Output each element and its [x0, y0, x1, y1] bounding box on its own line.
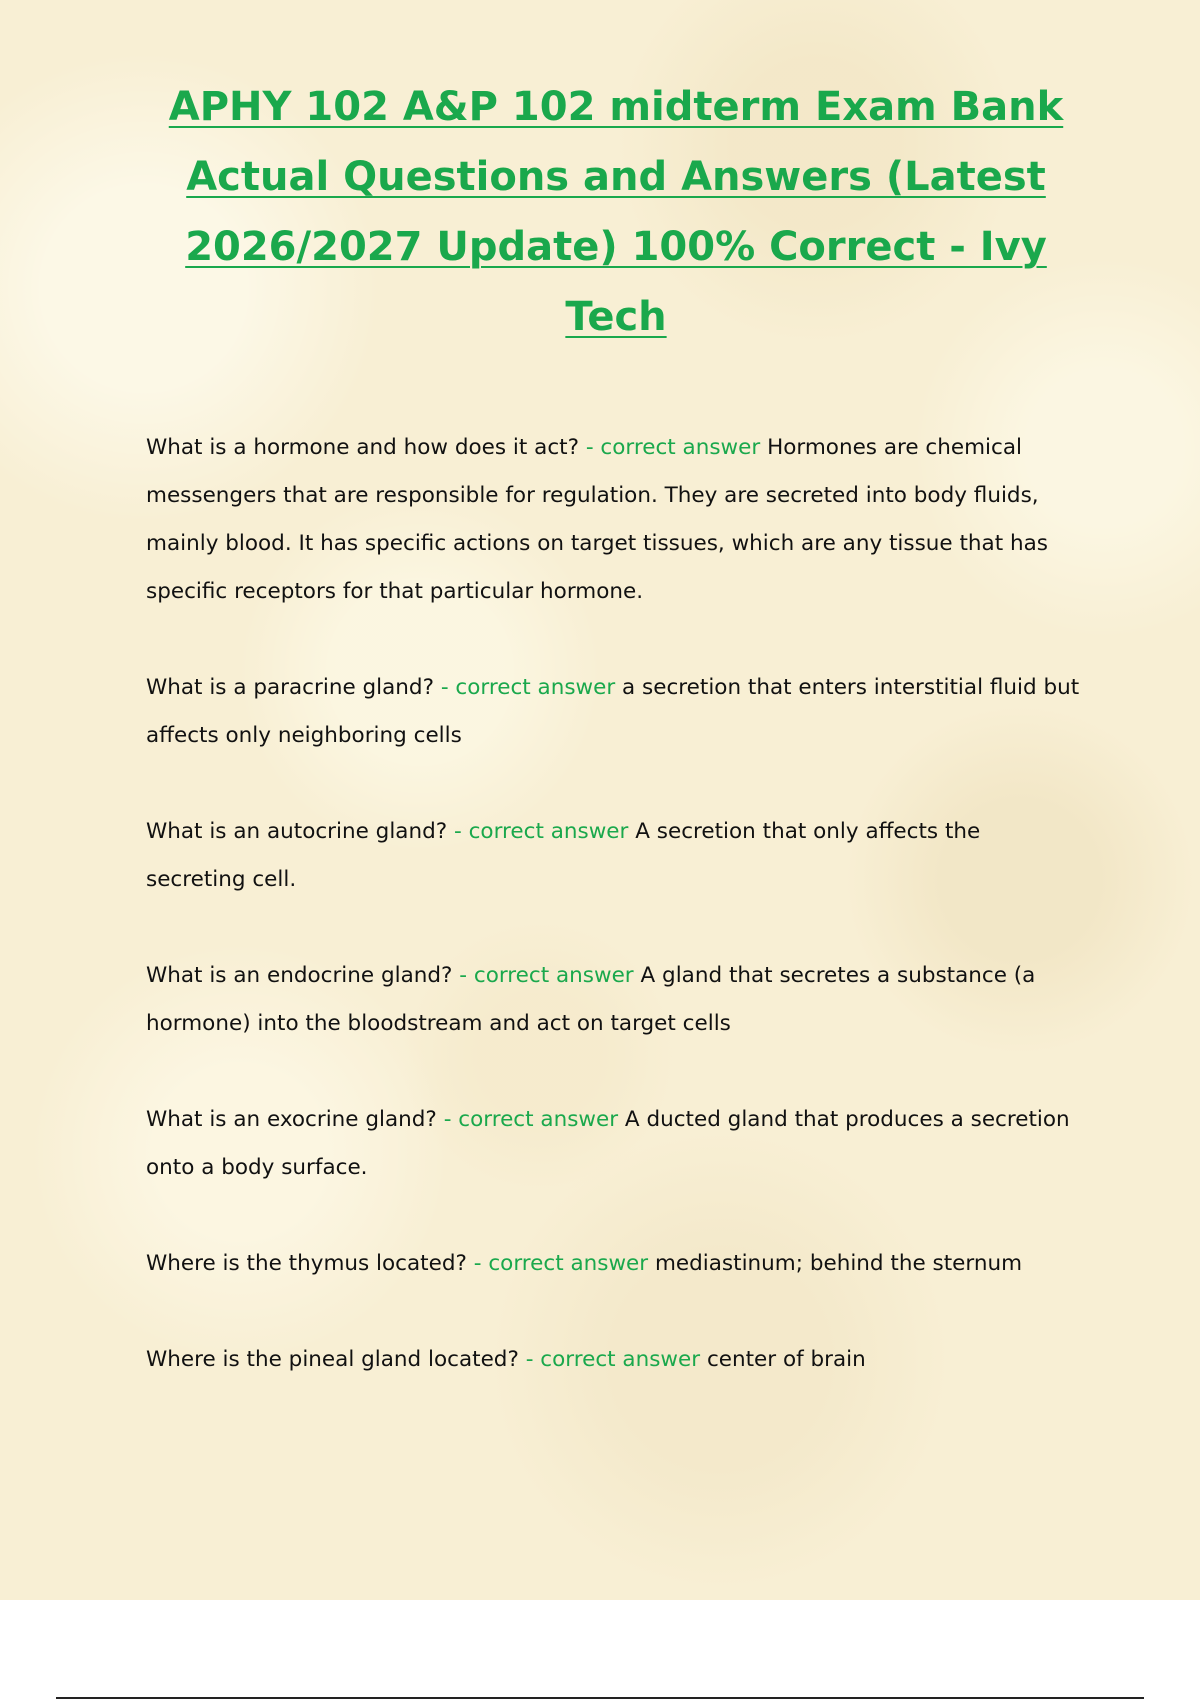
answer-text: mediastinum; behind the sternum [654, 1251, 1023, 1276]
question-text: What is an endocrine gland? [146, 963, 453, 988]
correct-answer-tag: - correct answer [525, 1347, 701, 1372]
question-text: What is a paracrine gland? [146, 675, 434, 700]
qa-item-hormone [146, 424, 1086, 616]
answer-text: a secretion that enters interstitial fluid but affects only neighboring cells [146, 675, 1080, 748]
document-title: APHY 102 A&P 102 midterm Exam Bank Actual Questions and Answers (Latest 2026/2027 Update) 100% Correct - Ivy Tech [168, 84, 1064, 340]
answer-text: A ducted gland that produces a secretion onto a body surface. [146, 1107, 1070, 1180]
qa-list [146, 424, 1086, 1432]
question-text: Where is the thymus located? [146, 1251, 467, 1276]
correct-answer-tag: - correct answer [454, 819, 629, 844]
correct-answer-tag: - correct answer [585, 435, 761, 460]
correct-answer-tag: - correct answer [443, 1107, 619, 1132]
footer-divider [56, 1697, 1144, 1699]
qa-item-endocrine [146, 952, 1086, 1048]
answer-text: A gland that secretes a substance (a hormone) into the bloodstream and act on target cells [146, 963, 1036, 1036]
answer-text: Hormones are chemical messengers that are responsible for regulation. They are secreted into body fluids, mainly blood. It has specific actions on target tissues, which are any tissue that has specific receptors for that particular hormone. [146, 435, 1048, 604]
qa-item-exocrine [146, 1096, 1086, 1192]
correct-answer-tag: - correct answer [459, 963, 634, 988]
qa-item-paracrine [146, 664, 1086, 760]
answer-text: A secretion that only affects the secreting cell. [146, 819, 981, 892]
answer-text: center of brain [706, 1347, 866, 1372]
qa-item-pineal [146, 1336, 1086, 1384]
correct-answer-tag: - correct answer [473, 1251, 649, 1276]
qa-item-autocrine [146, 808, 1086, 904]
correct-answer-tag: - correct answer [440, 675, 616, 700]
question-text: What is a hormone and how does it act? [146, 435, 579, 460]
question-text: What is an autocrine gland? [146, 819, 448, 844]
question-text: What is an exocrine gland? [146, 1107, 437, 1132]
question-text: Where is the pineal gland located? [146, 1347, 519, 1372]
qa-item-thymus [146, 1240, 1086, 1288]
